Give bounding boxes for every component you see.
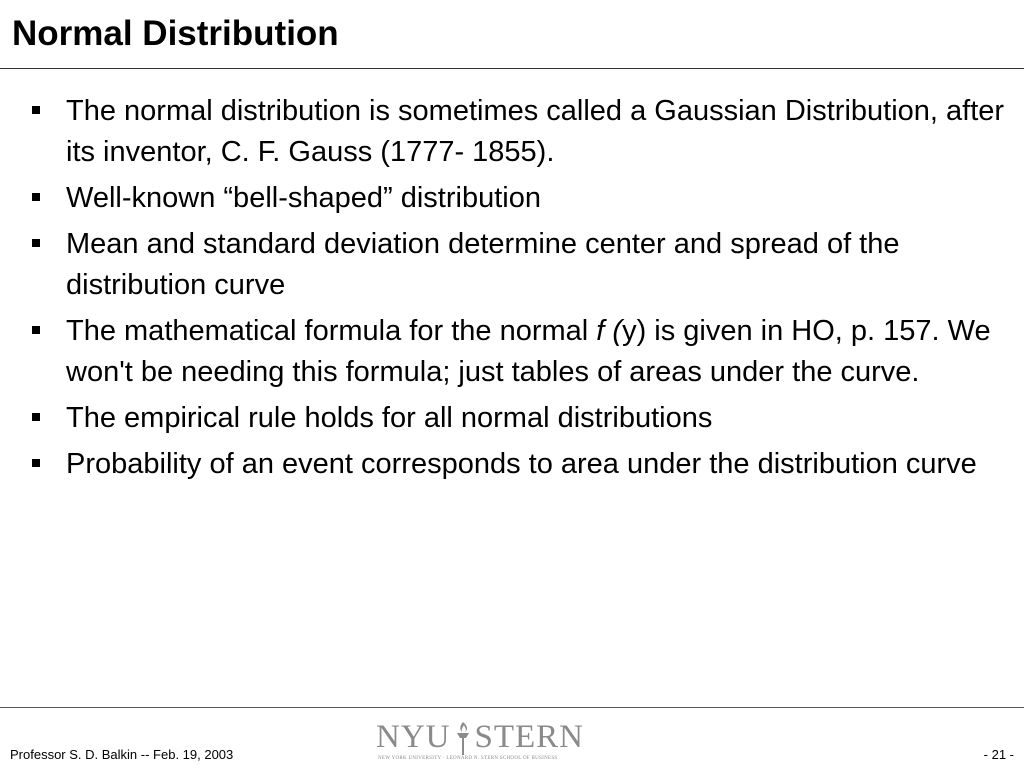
torch-icon [453,720,473,756]
bullet-text: Well-known “bell-shaped” distribution [66,182,541,214]
logo-text-right: STERN [474,719,585,755]
list-item [30,91,1005,173]
footer-divider [0,707,1024,708]
bullet-text: The empirical rule holds for all normal distributions [66,402,713,434]
nyu-stern-logo [376,718,586,766]
bullet-text: Mean and standard deviation determine center and spread of the distribution curve [66,228,900,301]
bullet-text: Probability of an event corresponds to area under the distribution curve [66,448,977,480]
slide-title: Normal Distribution [12,14,339,53]
square-bullet-icon [30,224,66,265]
bullet-text: The normal distribution is sometimes called a Gaussian Distribution, after its inventor, C. F. Gauss (1777- 1855). [66,95,1005,168]
list-item [30,311,1005,393]
bullet-list [30,91,1005,490]
logo-subtitle: NEW YORK UNIVERSITY · LEONARD N. STERN SCHOOL OF BUSINESS [378,756,558,761]
title-divider [0,68,1024,69]
list-item [30,398,1005,439]
logo-wordmark [376,718,584,756]
square-bullet-icon [30,444,66,485]
page-number: - 21 - [983,747,1014,762]
footer-author-date: Professor S. D. Balkin -- Feb. 19, 2003 [10,747,234,762]
bullet-text [66,311,1005,393]
list-item [30,178,1005,219]
logo-text-left: NYU [376,719,451,755]
square-bullet-icon [30,398,66,439]
variable-symbol: y [622,315,637,347]
square-bullet-icon [30,91,66,132]
bullet-text-part: ) is given in HO, p. 157. We won't be needing this formula; just tables of areas under the curve. [66,315,991,388]
bullet-text-part: The mathematical formula for the normal [66,315,597,347]
square-bullet-icon [30,311,66,352]
list-item [30,224,1005,306]
list-item [30,444,1005,485]
function-symbol: f ( [596,315,623,347]
square-bullet-icon [30,178,66,219]
